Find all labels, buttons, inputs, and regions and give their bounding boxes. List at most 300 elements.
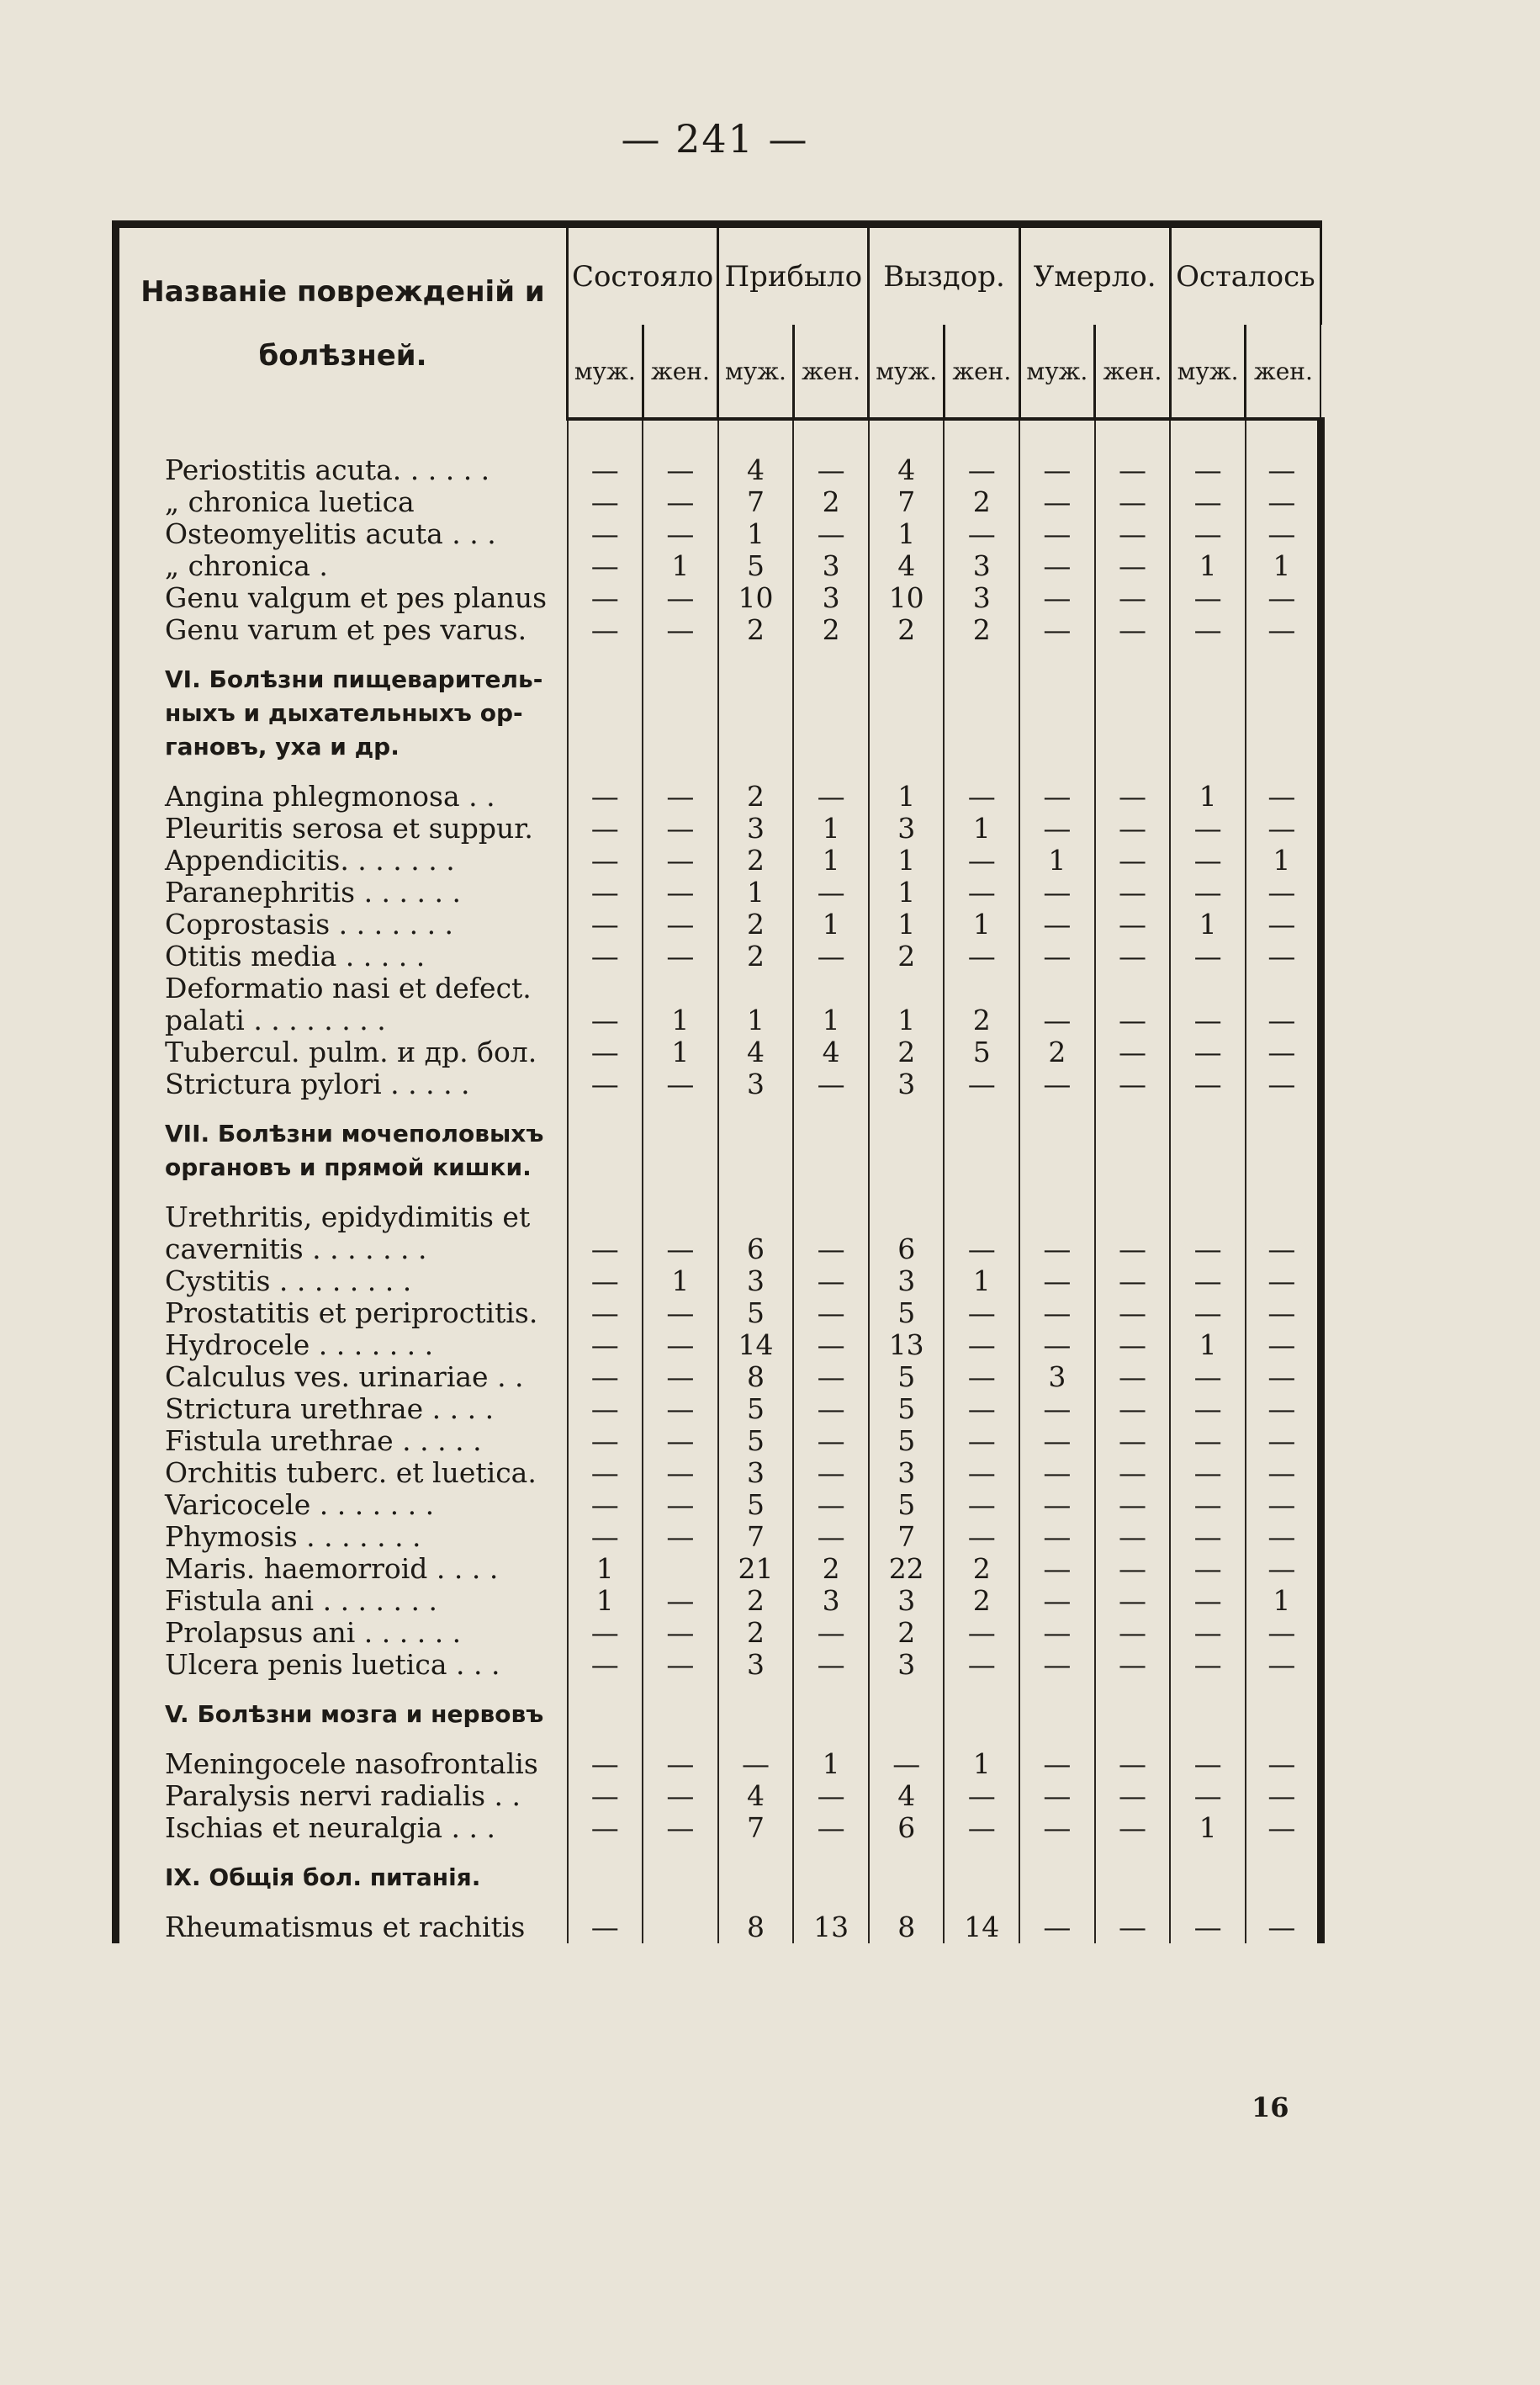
count-cell: —: [568, 1036, 643, 1068]
count-cell: —: [944, 1617, 1019, 1649]
count-cell: [1019, 973, 1095, 1004]
count-cell: 1: [1246, 845, 1321, 877]
count-cell: —: [1019, 1649, 1095, 1681]
count-cell: [718, 973, 794, 1004]
count-cell: —: [1019, 550, 1095, 582]
count-cell: 7: [718, 486, 794, 518]
section-heading-row: [116, 1100, 1321, 1201]
count-cell: 10: [869, 582, 945, 614]
count-cell: —: [643, 1297, 718, 1329]
count-cell: —: [944, 1425, 1019, 1457]
count-cell: —: [643, 1425, 718, 1457]
count-cell: —: [568, 1068, 643, 1100]
column-header-group: Состояло: [568, 225, 718, 326]
empty-cell: [568, 1100, 643, 1201]
count-cell: —: [944, 1649, 1019, 1681]
count-cell: 8: [718, 1361, 794, 1393]
table-row: [116, 845, 1321, 877]
count-cell: 2: [944, 614, 1019, 646]
disease-name: Fistula ani . . . . . . .: [116, 1585, 568, 1617]
count-cell: —: [1095, 1553, 1171, 1585]
count-cell: —: [1170, 1585, 1246, 1617]
column-header-name: Названіе поврежденій и болѣзней.: [116, 225, 568, 420]
column-header-group: Умерло.: [1019, 225, 1170, 326]
count-cell: 3: [869, 1265, 945, 1297]
empty-cell: [718, 1100, 794, 1201]
table-row: [116, 941, 1321, 973]
count-cell: —: [1019, 1489, 1095, 1521]
count-cell: —: [1170, 1425, 1246, 1457]
count-cell: 4: [793, 1036, 869, 1068]
count-cell: 5: [869, 1393, 945, 1425]
count-cell: —: [793, 1329, 869, 1361]
empty-cell: [793, 1681, 869, 1748]
count-cell: 3: [718, 1068, 794, 1100]
disease-name: Hydrocele . . . . . . .: [116, 1329, 568, 1361]
count-cell: —: [1019, 614, 1095, 646]
count-cell: —: [793, 1457, 869, 1489]
table-row: [116, 1036, 1321, 1068]
table-row: [116, 1617, 1321, 1649]
count-cell: 2: [718, 845, 794, 877]
count-cell: 4: [718, 454, 794, 486]
count-cell: —: [568, 845, 643, 877]
count-cell: 5: [869, 1425, 945, 1457]
column-header-group: Осталось: [1170, 225, 1320, 326]
count-cell: —: [1019, 1068, 1095, 1100]
count-cell: —: [1246, 582, 1321, 614]
count-cell: —: [1170, 1489, 1246, 1521]
count-cell: 1: [793, 1748, 869, 1780]
empty-cell: [1019, 1100, 1095, 1201]
count-cell: 3: [869, 1068, 945, 1100]
column-header-sub: жен.: [1246, 325, 1321, 419]
count-cell: —: [568, 614, 643, 646]
count-cell: —: [643, 1393, 718, 1425]
disease-name: Phymosis . . . . . . .: [116, 1521, 568, 1553]
count-cell: —: [1170, 1553, 1246, 1585]
count-cell: [869, 1201, 945, 1233]
count-cell: 2: [718, 909, 794, 941]
count-cell: 2: [944, 1004, 1019, 1036]
table-row: [116, 909, 1321, 941]
count-cell: [944, 1201, 1019, 1233]
count-cell: —: [1246, 1649, 1321, 1681]
count-cell: 2: [718, 1617, 794, 1649]
count-cell: 3: [869, 1649, 945, 1681]
count-cell: —: [1170, 1233, 1246, 1265]
count-cell: 1: [643, 1265, 718, 1297]
disease-name: Prostatitis et periproctitis.: [116, 1297, 568, 1329]
count-cell: —: [1170, 582, 1246, 614]
count-cell: 14: [944, 1911, 1019, 1943]
disease-name: Paranephritis . . . . . .: [116, 877, 568, 909]
disease-name: Prolapsus ani . . . . . .: [116, 1617, 568, 1649]
count-cell: —: [793, 1617, 869, 1649]
count-cell: —: [1019, 1585, 1095, 1617]
table-row: [116, 582, 1321, 614]
count-cell: —: [568, 1911, 643, 1943]
count-cell: 1: [793, 1004, 869, 1036]
disease-name: Coprostasis . . . . . . .: [116, 909, 568, 941]
empty-cell: [1019, 1844, 1095, 1911]
table-row: [116, 1812, 1321, 1844]
count-cell: 1: [1170, 1812, 1246, 1844]
count-cell: —: [643, 813, 718, 845]
count-cell: —: [1019, 909, 1095, 941]
table-row: [116, 1361, 1321, 1393]
count-cell: —: [643, 941, 718, 973]
count-cell: —: [643, 845, 718, 877]
disease-name: Otitis media . . . . .: [116, 941, 568, 973]
column-header-sub: жен.: [643, 325, 718, 419]
empty-cell: [1019, 646, 1095, 781]
count-cell: —: [643, 614, 718, 646]
spacer-cell: [116, 419, 568, 454]
count-cell: 5: [944, 1036, 1019, 1068]
count-cell: —: [568, 582, 643, 614]
count-cell: 6: [869, 1233, 945, 1265]
table-body: [116, 419, 1321, 1943]
count-cell: —: [1095, 1265, 1171, 1297]
spacer-row: [116, 419, 1321, 454]
count-cell: 5: [869, 1489, 945, 1521]
column-header-group: Прибыло: [718, 225, 869, 326]
count-cell: —: [568, 813, 643, 845]
count-cell: —: [1246, 941, 1321, 973]
count-cell: —: [1246, 1911, 1321, 1943]
count-cell: 3: [793, 582, 869, 614]
count-cell: —: [568, 1425, 643, 1457]
count-cell: —: [568, 1393, 643, 1425]
count-cell: [643, 1553, 718, 1585]
empty-cell: [793, 1100, 869, 1201]
count-cell: —: [793, 1812, 869, 1844]
count-cell: —: [568, 1617, 643, 1649]
count-cell: [1095, 1201, 1171, 1233]
count-cell: —: [568, 1780, 643, 1812]
count-cell: [1246, 1201, 1321, 1233]
count-cell: —: [944, 1361, 1019, 1393]
count-cell: —: [1246, 877, 1321, 909]
count-cell: —: [793, 1780, 869, 1812]
count-cell: —: [1170, 454, 1246, 486]
empty-cell: [1095, 646, 1171, 781]
column-header-sub: муж.: [568, 325, 643, 419]
empty-cell: [944, 1681, 1019, 1748]
empty-cell: [1170, 1100, 1246, 1201]
count-cell: —: [1095, 1489, 1171, 1521]
count-cell: —: [568, 1329, 643, 1361]
count-cell: —: [1019, 1425, 1095, 1457]
count-cell: 3: [793, 1585, 869, 1617]
empty-cell: [643, 646, 718, 781]
count-cell: 3: [718, 1649, 794, 1681]
count-cell: 3: [718, 1457, 794, 1489]
count-cell: 1: [869, 877, 945, 909]
count-cell: —: [1019, 582, 1095, 614]
count-cell: —: [1095, 1036, 1171, 1068]
table-row: [116, 1521, 1321, 1553]
count-cell: —: [944, 1489, 1019, 1521]
count-cell: —: [1095, 1457, 1171, 1489]
disease-name: Strictura pylori . . . . .: [116, 1068, 568, 1100]
count-cell: 5: [718, 1489, 794, 1521]
table-row: [116, 1201, 1321, 1233]
disease-name: Genu varum et pes varus.: [116, 614, 568, 646]
disease-name: Meningocele nasofrontalis: [116, 1748, 568, 1780]
count-cell: 1: [1246, 1585, 1321, 1617]
disease-name: Orchitis tuberc. et luetica.: [116, 1457, 568, 1489]
count-cell: —: [793, 1425, 869, 1457]
count-cell: —: [568, 909, 643, 941]
count-cell: 1: [1170, 1329, 1246, 1361]
count-cell: —: [1019, 1748, 1095, 1780]
count-cell: 6: [869, 1812, 945, 1844]
count-cell: 5: [718, 1393, 794, 1425]
count-cell: —: [793, 1361, 869, 1393]
count-cell: —: [1019, 1233, 1095, 1265]
count-cell: —: [1246, 1457, 1321, 1489]
count-cell: 7: [869, 486, 945, 518]
count-cell: —: [1095, 614, 1171, 646]
count-cell: 2: [944, 1585, 1019, 1617]
count-cell: —: [643, 877, 718, 909]
count-cell: 1: [1170, 781, 1246, 813]
count-cell: —: [1246, 1297, 1321, 1329]
empty-cell: [1246, 1844, 1321, 1911]
disease-name: palati . . . . . . . .: [116, 1004, 568, 1036]
count-cell: —: [944, 1780, 1019, 1812]
count-cell: —: [1170, 1297, 1246, 1329]
table-row: [116, 813, 1321, 845]
count-cell: —: [1246, 614, 1321, 646]
count-cell: —: [1019, 1329, 1095, 1361]
count-cell: 3: [869, 1457, 945, 1489]
count-cell: —: [1095, 1297, 1171, 1329]
count-cell: 1: [944, 1748, 1019, 1780]
count-cell: —: [1019, 518, 1095, 550]
count-cell: 6: [718, 1233, 794, 1265]
column-header-sub: жен.: [1095, 325, 1171, 419]
count-cell: —: [568, 781, 643, 813]
count-cell: [643, 973, 718, 1004]
disease-name: Genu valgum et pes planus: [116, 582, 568, 614]
count-cell: 3: [1019, 1361, 1095, 1393]
count-cell: —: [1095, 1521, 1171, 1553]
count-cell: 1: [944, 909, 1019, 941]
count-cell: —: [1246, 1748, 1321, 1780]
empty-cell: [1246, 646, 1321, 781]
statistics-table: [112, 220, 1325, 1943]
count-cell: —: [944, 1521, 1019, 1553]
count-cell: —: [793, 518, 869, 550]
count-cell: 3: [718, 1265, 794, 1297]
count-cell: —: [1246, 813, 1321, 845]
count-cell: —: [944, 877, 1019, 909]
count-cell: 3: [869, 813, 945, 845]
count-cell: —: [793, 877, 869, 909]
count-cell: —: [1246, 518, 1321, 550]
count-cell: —: [944, 781, 1019, 813]
count-cell: —: [1019, 1393, 1095, 1425]
count-cell: 1: [568, 1585, 643, 1617]
count-cell: —: [1019, 781, 1095, 813]
count-cell: 2: [869, 1617, 945, 1649]
empty-cell: [568, 1681, 643, 1748]
disease-name: Appendicitis. . . . . . .: [116, 845, 568, 877]
count-cell: —: [1170, 1521, 1246, 1553]
spacer-cell: [568, 419, 643, 454]
table-row: [116, 1911, 1321, 1943]
count-cell: 1: [1170, 550, 1246, 582]
table-row: [116, 550, 1321, 582]
count-cell: —: [1019, 1780, 1095, 1812]
count-cell: 10: [718, 582, 794, 614]
count-cell: —: [1170, 813, 1246, 845]
spacer-cell: [944, 419, 1019, 454]
count-cell: 5: [718, 1425, 794, 1457]
count-cell: —: [793, 941, 869, 973]
disease-name: Paralysis nervi radialis . .: [116, 1780, 568, 1812]
count-cell: 13: [793, 1911, 869, 1943]
count-cell: —: [1019, 1911, 1095, 1943]
count-cell: —: [643, 1812, 718, 1844]
empty-cell: [1095, 1681, 1171, 1748]
count-cell: —: [869, 1748, 945, 1780]
count-cell: 3: [944, 550, 1019, 582]
disease-name: Varicocele . . . . . . .: [116, 1489, 568, 1521]
count-cell: —: [1246, 781, 1321, 813]
count-cell: —: [643, 518, 718, 550]
empty-cell: [793, 646, 869, 781]
count-cell: —: [568, 1748, 643, 1780]
count-cell: 1: [944, 1265, 1019, 1297]
count-cell: —: [1095, 845, 1171, 877]
count-cell: —: [1246, 1425, 1321, 1457]
count-cell: —: [568, 1297, 643, 1329]
count-cell: —: [793, 1521, 869, 1553]
count-cell: —: [1095, 454, 1171, 486]
table-row: [116, 1748, 1321, 1780]
count-cell: —: [793, 1297, 869, 1329]
disease-name: Tubercul. pulm. и др. бол.: [116, 1036, 568, 1068]
count-cell: —: [1095, 1004, 1171, 1036]
count-cell: 1: [718, 1004, 794, 1036]
table-row: [116, 1457, 1321, 1489]
count-cell: —: [1095, 518, 1171, 550]
count-cell: —: [718, 1748, 794, 1780]
count-cell: 4: [869, 1780, 945, 1812]
count-cell: 2: [944, 1553, 1019, 1585]
empty-cell: [869, 1681, 945, 1748]
count-cell: 1: [869, 781, 945, 813]
count-cell: —: [1095, 1812, 1171, 1844]
count-cell: —: [643, 781, 718, 813]
count-cell: —: [1095, 550, 1171, 582]
column-header-group: Выздор.: [869, 225, 1019, 326]
count-cell: —: [1246, 1617, 1321, 1649]
count-cell: 13: [869, 1329, 945, 1361]
count-cell: [869, 973, 945, 1004]
disease-name: Periostitis acuta. . . . . .: [116, 454, 568, 486]
table-row: [116, 877, 1321, 909]
count-cell: 1: [1170, 909, 1246, 941]
count-cell: —: [643, 1780, 718, 1812]
count-cell: —: [1246, 1036, 1321, 1068]
table-row: [116, 1004, 1321, 1036]
column-header-sub: жен.: [944, 325, 1019, 419]
count-cell: —: [1170, 1780, 1246, 1812]
count-cell: 2: [869, 614, 945, 646]
empty-cell: [643, 1100, 718, 1201]
column-header-sub: жен.: [793, 325, 869, 419]
count-cell: 1: [718, 518, 794, 550]
empty-cell: [718, 1844, 794, 1911]
count-cell: —: [1095, 1911, 1171, 1943]
disease-name: „ chronica luetica: [116, 486, 568, 518]
section-heading-row: [116, 1681, 1321, 1748]
count-cell: —: [643, 1617, 718, 1649]
count-cell: —: [1019, 1521, 1095, 1553]
count-cell: 1: [643, 1004, 718, 1036]
spacer-cell: [718, 419, 794, 454]
count-cell: [793, 1201, 869, 1233]
count-cell: —: [1095, 1617, 1171, 1649]
count-cell: —: [568, 1265, 643, 1297]
count-cell: 1: [643, 1036, 718, 1068]
count-cell: 8: [718, 1911, 794, 1943]
count-cell: —: [1170, 1911, 1246, 1943]
count-cell: —: [1019, 454, 1095, 486]
empty-cell: [869, 646, 945, 781]
count-cell: —: [1246, 1233, 1321, 1265]
count-cell: —: [568, 1361, 643, 1393]
section-heading-row: [116, 646, 1321, 781]
count-cell: —: [643, 1521, 718, 1553]
empty-cell: [1246, 1100, 1321, 1201]
count-cell: —: [643, 1489, 718, 1521]
count-cell: 1: [944, 813, 1019, 845]
count-cell: —: [568, 1489, 643, 1521]
count-cell: —: [944, 518, 1019, 550]
count-cell: [1095, 973, 1171, 1004]
disease-name: Ulcera penis luetica . . .: [116, 1649, 568, 1681]
signature-mark: 16: [1252, 2091, 1289, 2123]
count-cell: —: [1246, 1004, 1321, 1036]
count-cell: [718, 1201, 794, 1233]
count-cell: —: [1019, 1553, 1095, 1585]
disease-name: „ chronica .: [116, 550, 568, 582]
count-cell: [793, 973, 869, 1004]
table-row: [116, 454, 1321, 486]
count-cell: —: [1246, 1393, 1321, 1425]
count-cell: —: [643, 1457, 718, 1489]
count-cell: 2: [793, 486, 869, 518]
count-cell: —: [1170, 941, 1246, 973]
count-cell: —: [1246, 1553, 1321, 1585]
count-cell: —: [568, 454, 643, 486]
count-cell: —: [944, 1233, 1019, 1265]
count-cell: —: [1246, 1265, 1321, 1297]
count-cell: 1: [869, 845, 945, 877]
count-cell: 2: [718, 614, 794, 646]
count-cell: —: [1246, 1812, 1321, 1844]
count-cell: 2: [718, 1585, 794, 1617]
count-cell: 2: [944, 486, 1019, 518]
count-cell: —: [1170, 1361, 1246, 1393]
count-cell: [1019, 1201, 1095, 1233]
